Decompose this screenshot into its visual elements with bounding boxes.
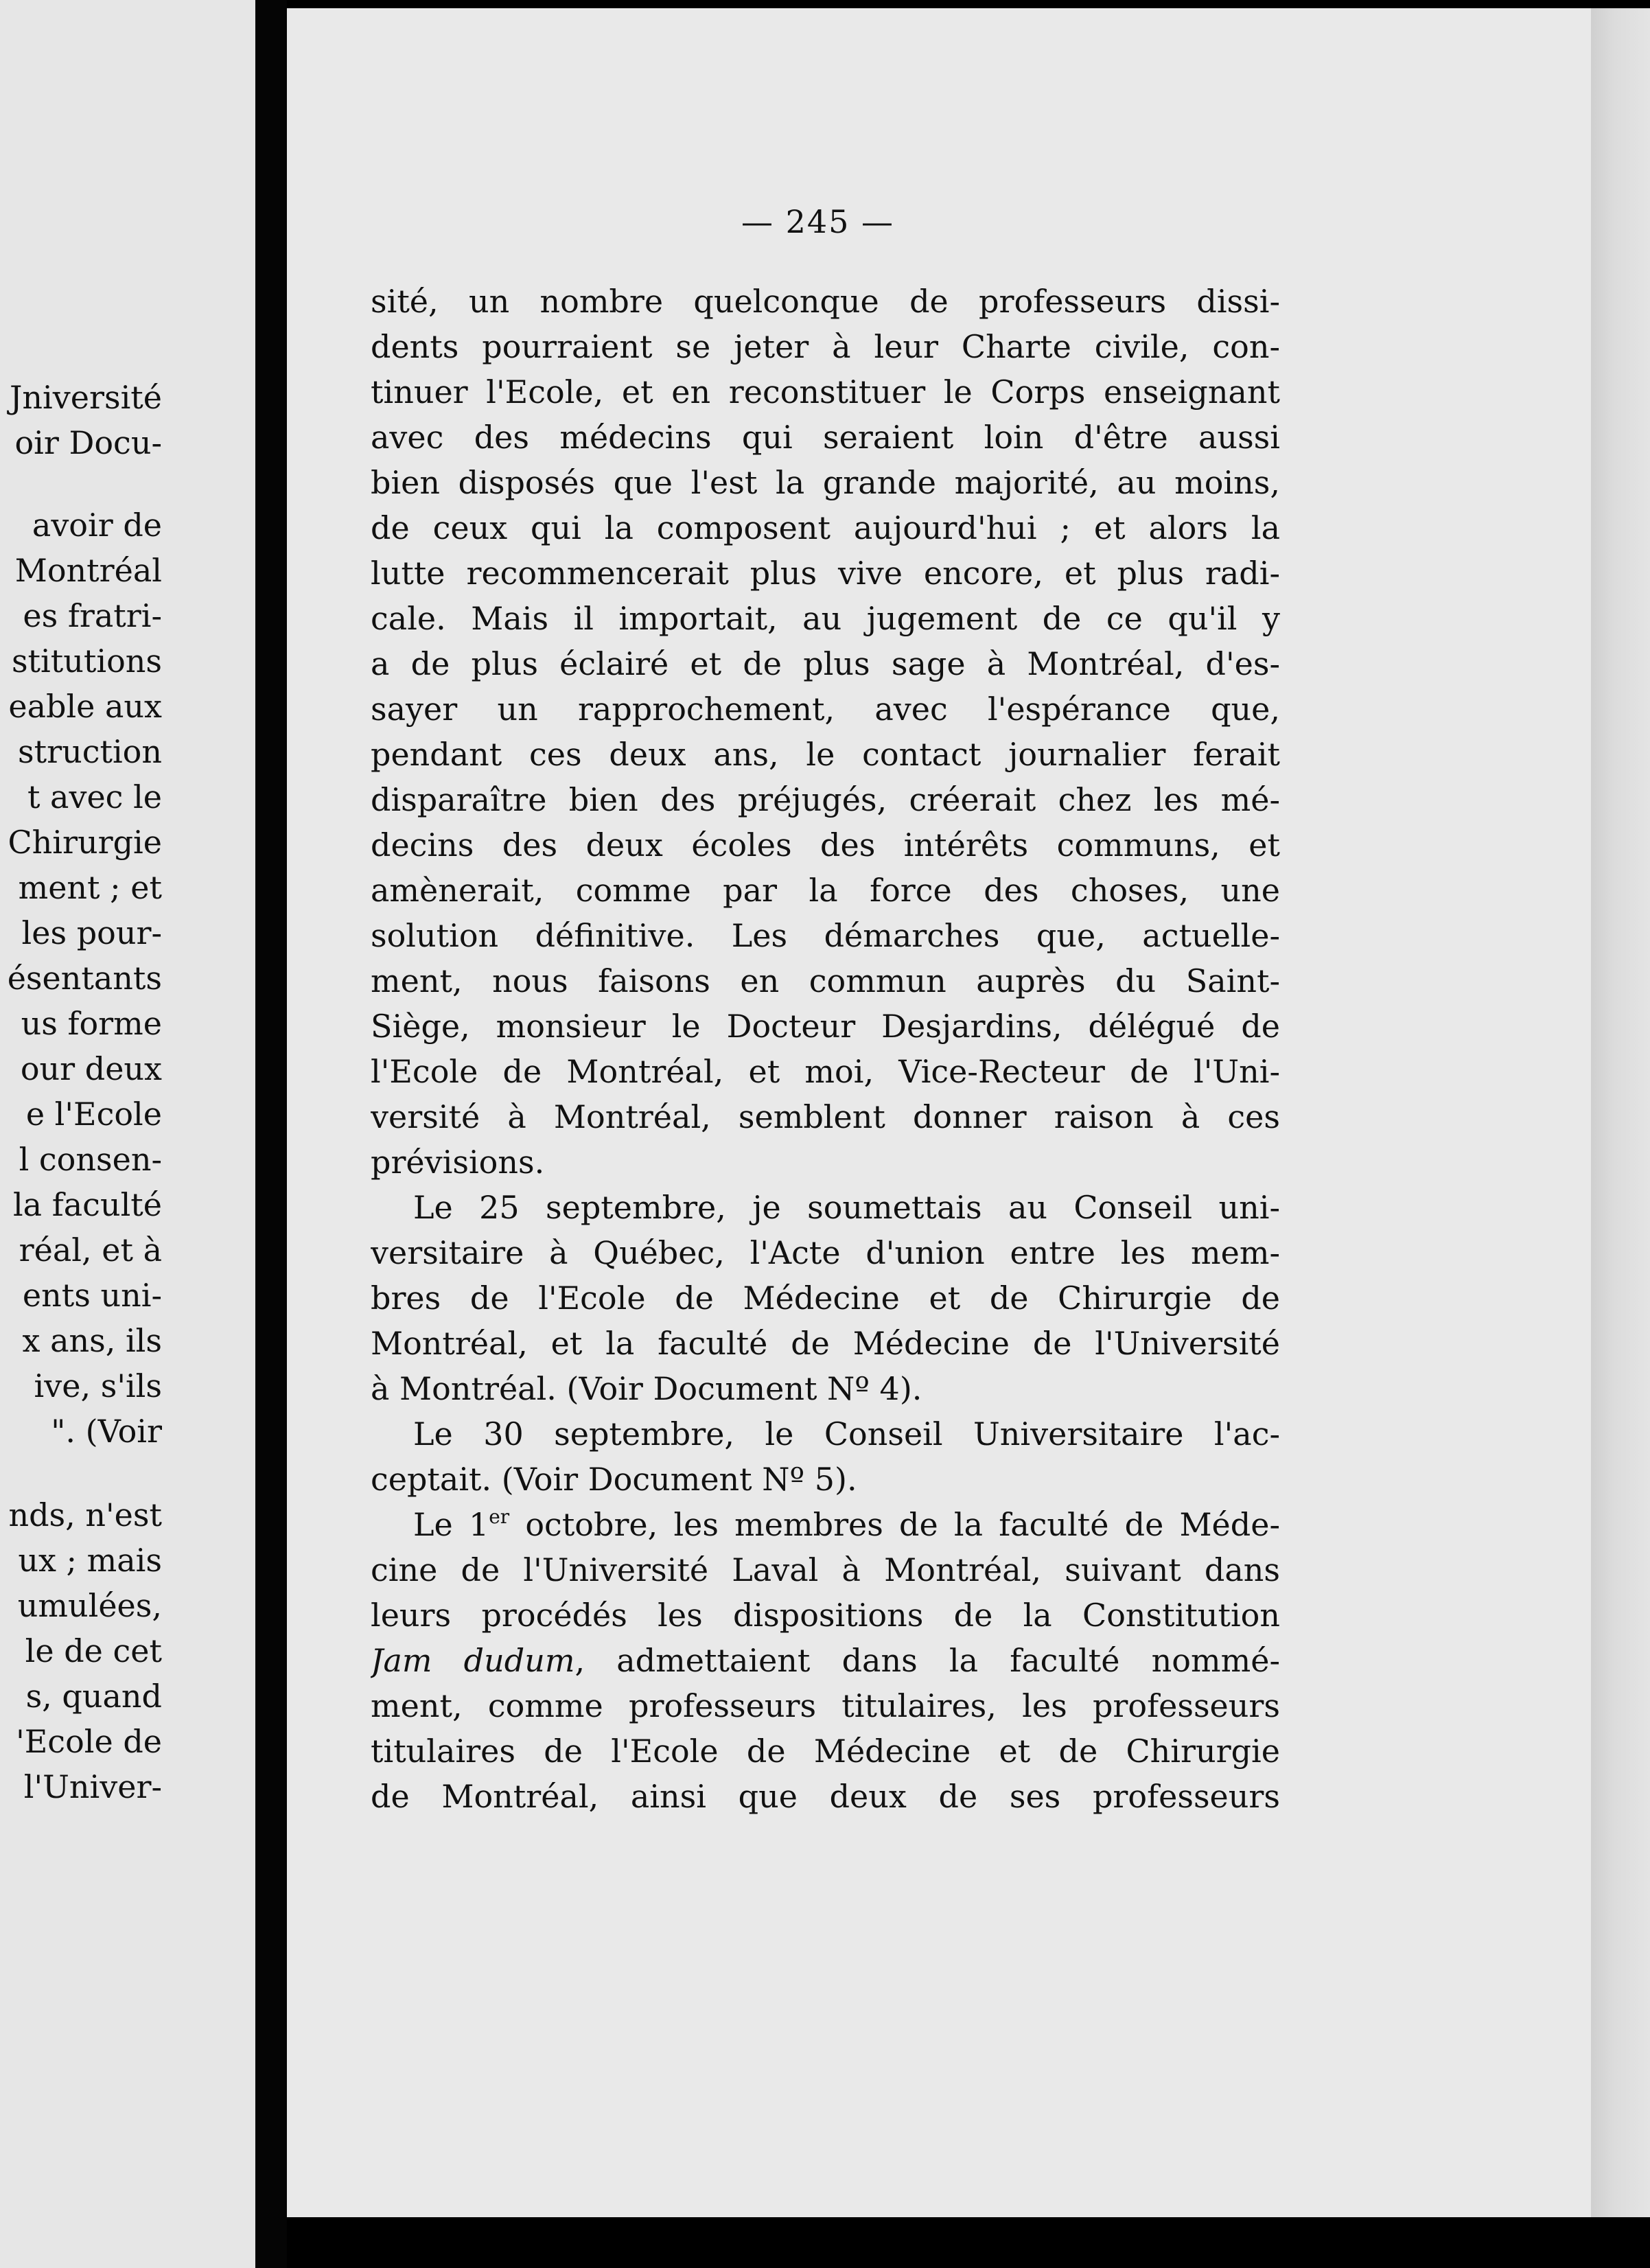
left-line: l'Univer- — [23, 1768, 162, 1805]
text-line: de ceux qui la composent aujourd'hui ; et alors la — [371, 509, 1280, 546]
text-line: cale. Mais il importait, au jugement de ce qu'il y — [371, 600, 1280, 637]
left-line: ents uni- — [22, 1277, 162, 1314]
text-line: bien disposés que l'est la grande majorité, au moins, — [371, 464, 1280, 501]
text-line — [371, 1638, 1280, 1683]
text-line: sité, un nombre quelconque de professeurs dissi- — [371, 283, 1280, 320]
left-line: les pour- — [21, 914, 162, 951]
text-line: ment, nous faisons en commun auprès du Saint- — [371, 962, 1280, 999]
left-line: ux ; mais — [18, 1542, 162, 1579]
text-line: Montréal, et la faculté de Médecine de l'Université — [371, 1325, 1280, 1362]
text-line: bres de l'Ecole de Médecine et de Chirurgie de — [371, 1280, 1280, 1317]
left-line: nds, n'est — [8, 1496, 162, 1534]
left-line: us forme — [21, 1005, 162, 1042]
text-line: Siège, monsieur le Docteur Desjardins, délégué de — [371, 1008, 1280, 1045]
left-page — [0, 0, 255, 2268]
left-line: ". (Voir — [51, 1413, 162, 1450]
text-line: a de plus éclairé et de plus sage à Montréal, d'es- — [371, 645, 1280, 682]
left-line: 'Ecole de — [16, 1723, 162, 1760]
left-line: eable aux — [8, 688, 162, 725]
left-line: la faculté — [12, 1186, 162, 1223]
page-number: — 245 — — [741, 203, 895, 240]
left-line: s, quand — [25, 1678, 162, 1715]
text-line: prévisions. — [371, 1144, 545, 1181]
text-line: dents pourraient se jeter à leur Charte civile, con- — [371, 328, 1280, 365]
left-line: t avec le — [27, 778, 162, 815]
left-line: ment ; et — [18, 869, 162, 906]
text-line — [371, 1502, 1280, 1547]
text-line: versité à Montréal, semblent donner raison à ces — [371, 1098, 1280, 1135]
text-line: versitaire à Québec, l'Acte d'union entre les mem- — [371, 1234, 1280, 1271]
text-line: sayer un rapprochement, avec l'espérance que, — [371, 691, 1280, 728]
left-line: stitutions — [11, 643, 162, 680]
left-line: x ans, ils — [22, 1322, 162, 1359]
text-line: Le 25 septembre, je soumettais au Conseil uni- — [413, 1189, 1280, 1226]
left-line: Chirurgie — [8, 824, 162, 861]
left-line: le de cet — [25, 1632, 162, 1669]
left-line: Jniversité — [9, 379, 162, 416]
text-line: l'Ecole de Montréal, et moi, Vice-Recteur de l'Uni- — [371, 1053, 1280, 1090]
text-line: pendant ces deux ans, le contact journalier ferait — [371, 736, 1280, 773]
book-gutter — [255, 0, 287, 2268]
scan-border-bottom — [287, 2217, 1650, 2268]
text-line: de Montréal, ainsi que deux de ses professeurs — [371, 1778, 1280, 1815]
text-line: titulaires de l'Ecole de Médecine et de Chirurgie — [371, 1733, 1280, 1770]
superscript: er — [489, 1505, 510, 1528]
left-line: our deux — [20, 1050, 162, 1087]
italic-title: Jam dudum — [371, 1642, 575, 1679]
text-line: ceptait. (Voir Document Nº 5). — [371, 1461, 857, 1498]
left-line: avoir de — [32, 507, 162, 544]
text-line: decins des deux écoles des intérêts communs, et — [371, 826, 1280, 864]
text-line: leurs procédés les dispositions de la Constitution — [371, 1597, 1280, 1634]
left-line: ive, s'ils — [34, 1367, 162, 1404]
text-line: amènerait, comme par la force des choses, une — [371, 872, 1280, 909]
text-segment: , admettaient dans la faculté nommé- — [574, 1642, 1280, 1679]
left-line: e l'Ecole — [25, 1096, 162, 1133]
text-line: disparaître bien des préjugés, créerait chez les mé- — [371, 781, 1280, 818]
text-prefix: Le 1 — [413, 1506, 489, 1543]
text-line: lutte recommencerait plus vive encore, et plus radi- — [371, 555, 1280, 592]
scan-border-top — [287, 0, 1650, 8]
text-line: à Montréal. (Voir Document Nº 4). — [371, 1370, 922, 1407]
left-line: l consen- — [19, 1141, 162, 1178]
text-line: tinuer l'Ecole, et en reconstituer le Corps enseignant — [371, 373, 1280, 410]
left-line: struction — [18, 733, 162, 770]
left-line: réal, et à — [19, 1231, 162, 1269]
text-line: ment, comme professeurs titulaires, les professeurs — [371, 1687, 1280, 1724]
page-edge — [1591, 0, 1650, 2268]
text-line: solution définitive. Les démarches que, actuelle- — [371, 917, 1280, 954]
left-line: oir Docu- — [14, 424, 162, 461]
left-line: es fratri- — [23, 597, 162, 634]
text-line: cine de l'Université Laval à Montréal, suivant dans — [371, 1551, 1280, 1588]
text-segment: octobre, les membres de la faculté de Méde- — [525, 1506, 1280, 1543]
text-line: avec des médecins qui seraient loin d'être aussi — [371, 419, 1280, 456]
text-line: Le 30 septembre, le Conseil Universitaire l'ac- — [413, 1415, 1280, 1453]
left-line: Montréal — [14, 552, 162, 589]
left-line: ésentants — [7, 960, 162, 997]
left-line: umulées, — [17, 1587, 162, 1624]
